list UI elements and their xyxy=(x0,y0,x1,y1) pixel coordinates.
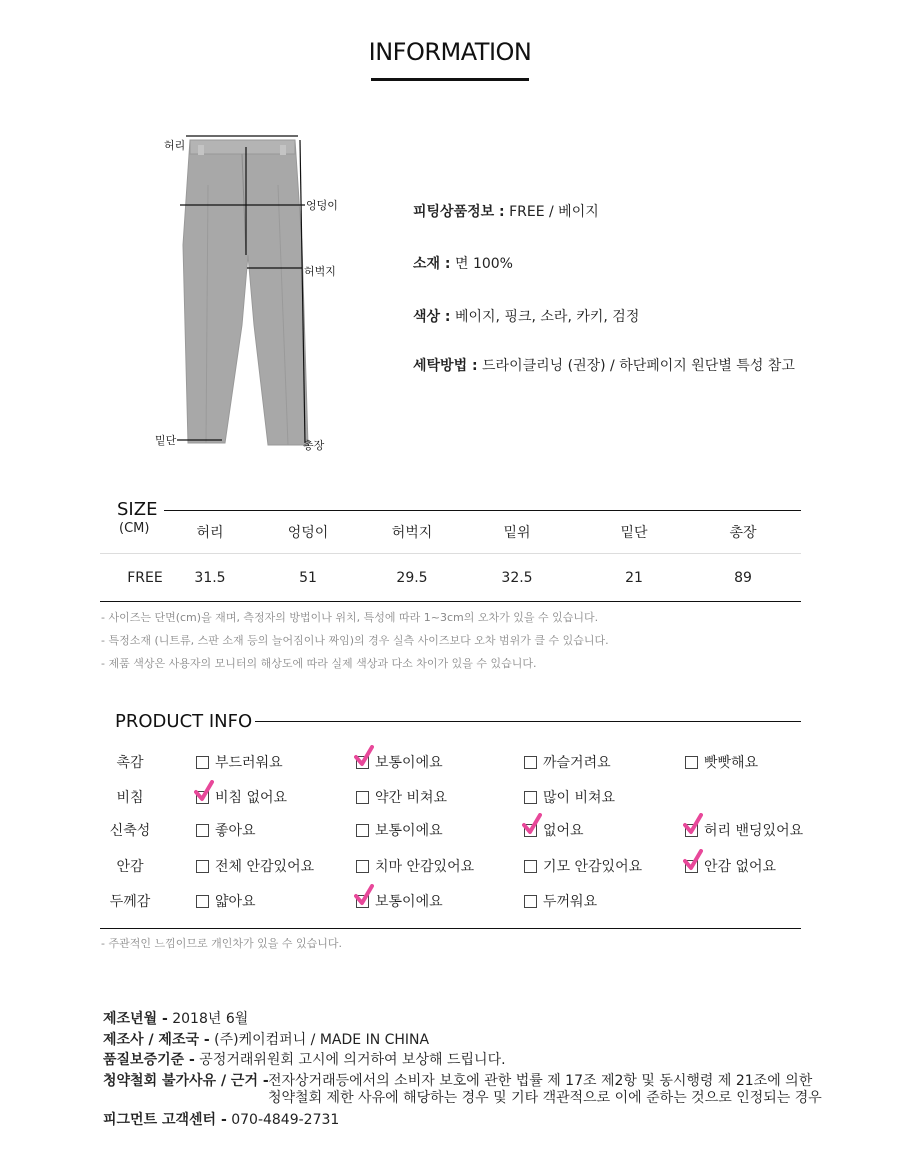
option-checkbox[interactable] xyxy=(356,856,474,876)
option-checkbox[interactable] xyxy=(356,891,443,911)
attr-label: 촉감 xyxy=(116,755,144,771)
pants-illustration xyxy=(150,125,400,465)
option-label: 많이 비쳐요 xyxy=(543,790,616,806)
size-val-length: 89 xyxy=(734,570,752,586)
option-label: 보통이에요 xyxy=(375,823,443,839)
option-checkbox[interactable] xyxy=(196,820,256,840)
checkbox-icon[interactable] xyxy=(524,895,537,908)
size-col-rise: 밑위 xyxy=(503,525,531,541)
footer-manufacture-date: 제조년월 - 2018년 6월 xyxy=(103,1011,249,1027)
checkmark-icon xyxy=(522,813,542,835)
option-label: 기모 안감있어요 xyxy=(543,859,643,875)
option-checkbox[interactable] xyxy=(524,891,597,911)
attr-label: 안감 xyxy=(116,859,144,875)
option-checkbox[interactable] xyxy=(196,891,256,911)
label-waist: 허리 xyxy=(164,139,186,152)
option-label: 부드러워요 xyxy=(215,755,283,771)
checkbox-icon[interactable] xyxy=(356,824,369,837)
checked-box-icon[interactable] xyxy=(196,791,209,804)
option-checkbox[interactable] xyxy=(524,787,615,807)
option-checkbox[interactable] xyxy=(524,856,642,876)
option-checkbox[interactable] xyxy=(356,820,443,840)
title-underline xyxy=(371,78,529,81)
checkmark-icon xyxy=(683,849,703,871)
size-top-rule xyxy=(164,510,801,511)
checkmark-icon xyxy=(354,745,374,767)
attr-label: 비침 xyxy=(116,790,144,806)
option-checkbox[interactable] xyxy=(685,820,803,840)
size-title: SIZE xyxy=(117,499,158,520)
size-col-length: 총장 xyxy=(729,525,757,541)
option-label: 없어요 xyxy=(543,823,584,839)
checkbox-icon[interactable] xyxy=(196,895,209,908)
footer-withdrawal-line1: 전자상거래등에서의 소비자 보호에 관한 법률 제 17조 제2항 및 동시행령 제 21조에 의한 xyxy=(268,1073,813,1089)
checked-box-icon[interactable] xyxy=(356,756,369,769)
checkbox-icon[interactable] xyxy=(524,756,537,769)
checkbox-icon[interactable] xyxy=(196,756,209,769)
footer-customer-center: 피그먼트 고객센터 - 070-4849-2731 xyxy=(103,1112,340,1128)
product-info-note: - 주관적인 느낌이므로 개인차가 있을 수 있습니다. xyxy=(101,937,342,950)
size-col-thigh: 허벅지 xyxy=(391,525,433,541)
checked-box-icon[interactable] xyxy=(685,860,698,873)
option-label: 까슬거려요 xyxy=(543,755,611,771)
option-label: 전체 안감있어요 xyxy=(215,859,315,875)
option-checkbox[interactable] xyxy=(196,787,287,807)
attr-label: 두께감 xyxy=(109,894,151,910)
checkmark-icon xyxy=(194,780,214,802)
footer-maker: 제조사 / 제조국 - (주)케이컴퍼니 / MADE IN CHINA xyxy=(103,1032,430,1048)
option-label: 보통이에요 xyxy=(375,755,443,771)
option-label: 허리 밴딩있어요 xyxy=(704,823,804,839)
option-checkbox[interactable] xyxy=(356,787,447,807)
checkbox-icon[interactable] xyxy=(685,756,698,769)
option-label: 치마 안감있어요 xyxy=(375,859,475,875)
option-checkbox[interactable] xyxy=(685,856,776,876)
option-label: 약간 비쳐요 xyxy=(375,790,448,806)
size-mid-rule xyxy=(100,553,801,554)
checkbox-icon[interactable] xyxy=(356,860,369,873)
footer-warranty: 품질보증기준 - 공정거래위원회 고시에 의거하여 보상해 드립니다. xyxy=(103,1052,506,1068)
size-val-hip: 51 xyxy=(299,570,317,586)
info-colors: 색상 : 베이지, 핑크, 소라, 카키, 검정 xyxy=(413,309,640,325)
checked-box-icon[interactable] xyxy=(524,824,537,837)
option-label: 보통이에요 xyxy=(375,894,443,910)
info-material: 소재 : 면 100% xyxy=(413,256,513,272)
footer-withdrawal-line2: 청약철회 제한 사유에 해당하는 경우 및 기타 객관적으로 이에 준하는 것으로 인정되는 경우 xyxy=(268,1090,822,1106)
size-row-name: FREE xyxy=(127,570,163,586)
option-checkbox[interactable] xyxy=(356,752,443,772)
checkmark-icon xyxy=(354,884,374,906)
size-note: - 사이즈는 단면(cm)을 재며, 측정자의 방법이나 위치, 특성에 따라 1~3cm의 오차가 있을 수 있습니다. xyxy=(101,611,599,624)
size-col-hem: 밑단 xyxy=(620,525,648,541)
page-title: INFORMATION xyxy=(368,38,532,66)
label-hip: 엉덩이 xyxy=(306,199,338,212)
info-washing: 세탁방법 : 드라이클리닝 (권장) / 하단페이지 원단별 특성 참고 xyxy=(413,358,795,374)
attr-label: 신축성 xyxy=(109,823,151,839)
size-col-waist: 허리 xyxy=(196,525,224,541)
option-label: 안감 없어요 xyxy=(704,859,777,875)
option-checkbox[interactable] xyxy=(196,752,283,772)
label-thigh: 허벅지 xyxy=(304,265,336,278)
product-info-top-rule xyxy=(255,721,801,722)
size-col-hip: 엉덩이 xyxy=(287,525,329,541)
option-label: 빳빳해요 xyxy=(704,755,759,771)
option-checkbox[interactable] xyxy=(524,752,611,772)
option-label: 얇아요 xyxy=(215,894,256,910)
size-val-hem: 21 xyxy=(625,570,643,586)
product-info-title: PRODUCT INFO xyxy=(115,711,253,732)
size-val-rise: 32.5 xyxy=(501,570,533,586)
checkbox-icon[interactable] xyxy=(196,824,209,837)
checked-box-icon[interactable] xyxy=(356,895,369,908)
label-hem: 밑단 xyxy=(155,434,177,447)
option-checkbox[interactable] xyxy=(685,752,758,772)
checkbox-icon[interactable] xyxy=(524,791,537,804)
checked-box-icon[interactable] xyxy=(685,824,698,837)
checkbox-icon[interactable] xyxy=(356,791,369,804)
footer-withdrawal: 청약철회 불가사유 / 근거 - xyxy=(103,1073,269,1089)
pants-drawing xyxy=(150,125,400,465)
option-label: 비침 없어요 xyxy=(215,790,288,806)
label-length: 총장 xyxy=(303,439,325,452)
size-unit: (CM) xyxy=(119,521,150,536)
checkbox-icon[interactable] xyxy=(524,860,537,873)
option-checkbox[interactable] xyxy=(524,820,584,840)
size-note: - 제품 색상은 사용자의 모니터의 해상도에 따라 실제 색상과 다소 차이가 있을 수 있습니다. xyxy=(101,657,537,670)
option-label: 두꺼워요 xyxy=(543,894,598,910)
info-fitting: 피팅상품정보 : FREE / 베이지 xyxy=(413,204,599,220)
size-note: - 특정소재 (니트류, 스판 소재 등의 늘어짐이나 짜임)의 경우 실측 사이즈보다 오차 범위가 클 수 있습니다. xyxy=(101,634,609,647)
checkmark-icon xyxy=(683,813,703,835)
product-info-bottom-rule xyxy=(100,928,801,929)
size-val-waist: 31.5 xyxy=(194,570,226,586)
size-bottom-rule xyxy=(100,601,801,602)
checkbox-icon[interactable] xyxy=(196,860,209,873)
option-checkbox[interactable] xyxy=(196,856,314,876)
option-label: 좋아요 xyxy=(215,823,256,839)
size-val-thigh: 29.5 xyxy=(396,570,428,586)
